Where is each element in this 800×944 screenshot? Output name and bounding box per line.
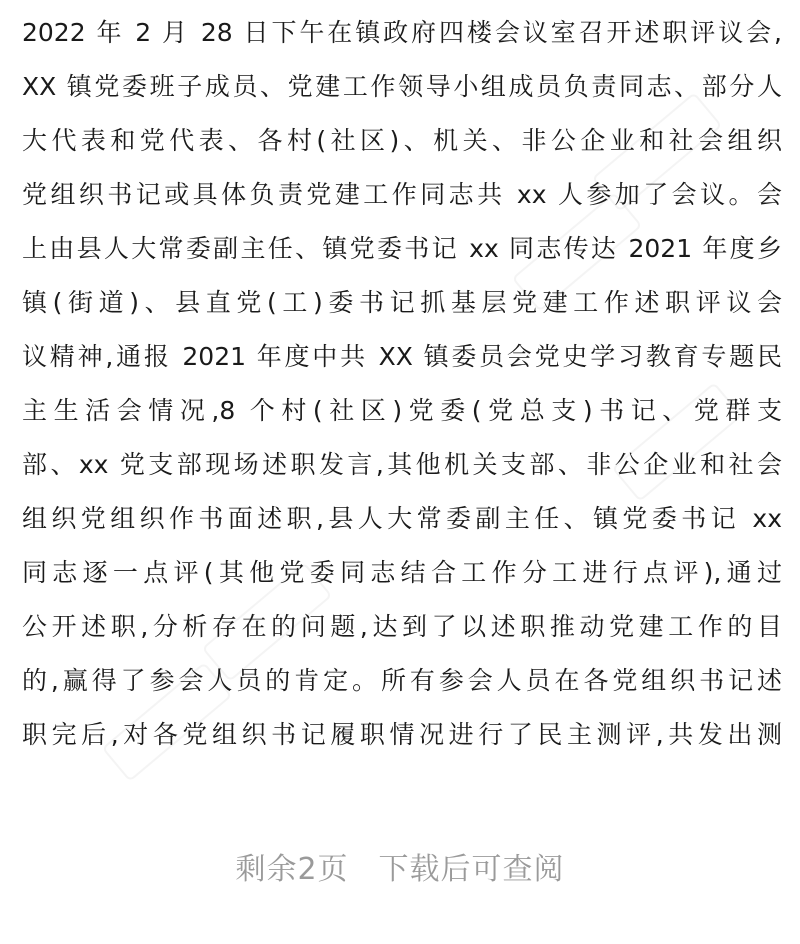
text-line: 上由县人大常委副主任、镇党委书记 xx 同志传达 2021 年度乡 — [22, 234, 782, 263]
text-line: 大代表和党代表、各村(社区)、机关、非公企业和社会组织 — [22, 126, 782, 155]
text-line: 议精神,通报 2021 年度中共 XX 镇委员会党史学习教育专题民 — [22, 342, 782, 371]
text-line: 的,赢得了参会人员的肯定。所有参会人员在各党组织书记述 — [22, 666, 782, 695]
text-line: 同志逐一点评(其他党委同志结合工作分工进行点评),通过 — [22, 558, 782, 587]
text-line: 党组织书记或具体负责党建工作同志共 xx 人参加了会议。会 — [22, 180, 782, 209]
download-to-view-label[interactable]: 下载后可查阅 — [378, 852, 565, 887]
text-line: 职完后,对各党组织书记履职情况进行了民主测评,共发出测 — [22, 720, 782, 749]
document-body — [22, 6, 782, 762]
text-line: 公开述职,分析存在的问题,达到了以述职推动党建工作的目 — [22, 612, 782, 641]
text-line: 部、xx 党支部现场述职发言,其他机关支部、非公企业和社会 — [22, 450, 782, 479]
remaining-pages-label[interactable]: 剩余2页 — [235, 852, 349, 887]
text-line: 2022 年 2 月 28 日下午在镇政府四楼会议室召开述职评议会, — [22, 18, 782, 47]
text-line: XX 镇党委班子成员、党建工作领导小组成员负责同志、部分人 — [22, 72, 782, 101]
read-more-bar[interactable] — [0, 836, 800, 896]
text-line: 镇(街道)、县直党(工)委书记抓基层党建工作述职评议会 — [22, 288, 782, 317]
text-line: 主生活会情况,8 个村(社区)党委(党总支)书记、党群支 — [22, 396, 782, 425]
text-line: 组织党组织作书面述职,县人大常委副主任、镇党委书记 xx — [22, 504, 782, 533]
